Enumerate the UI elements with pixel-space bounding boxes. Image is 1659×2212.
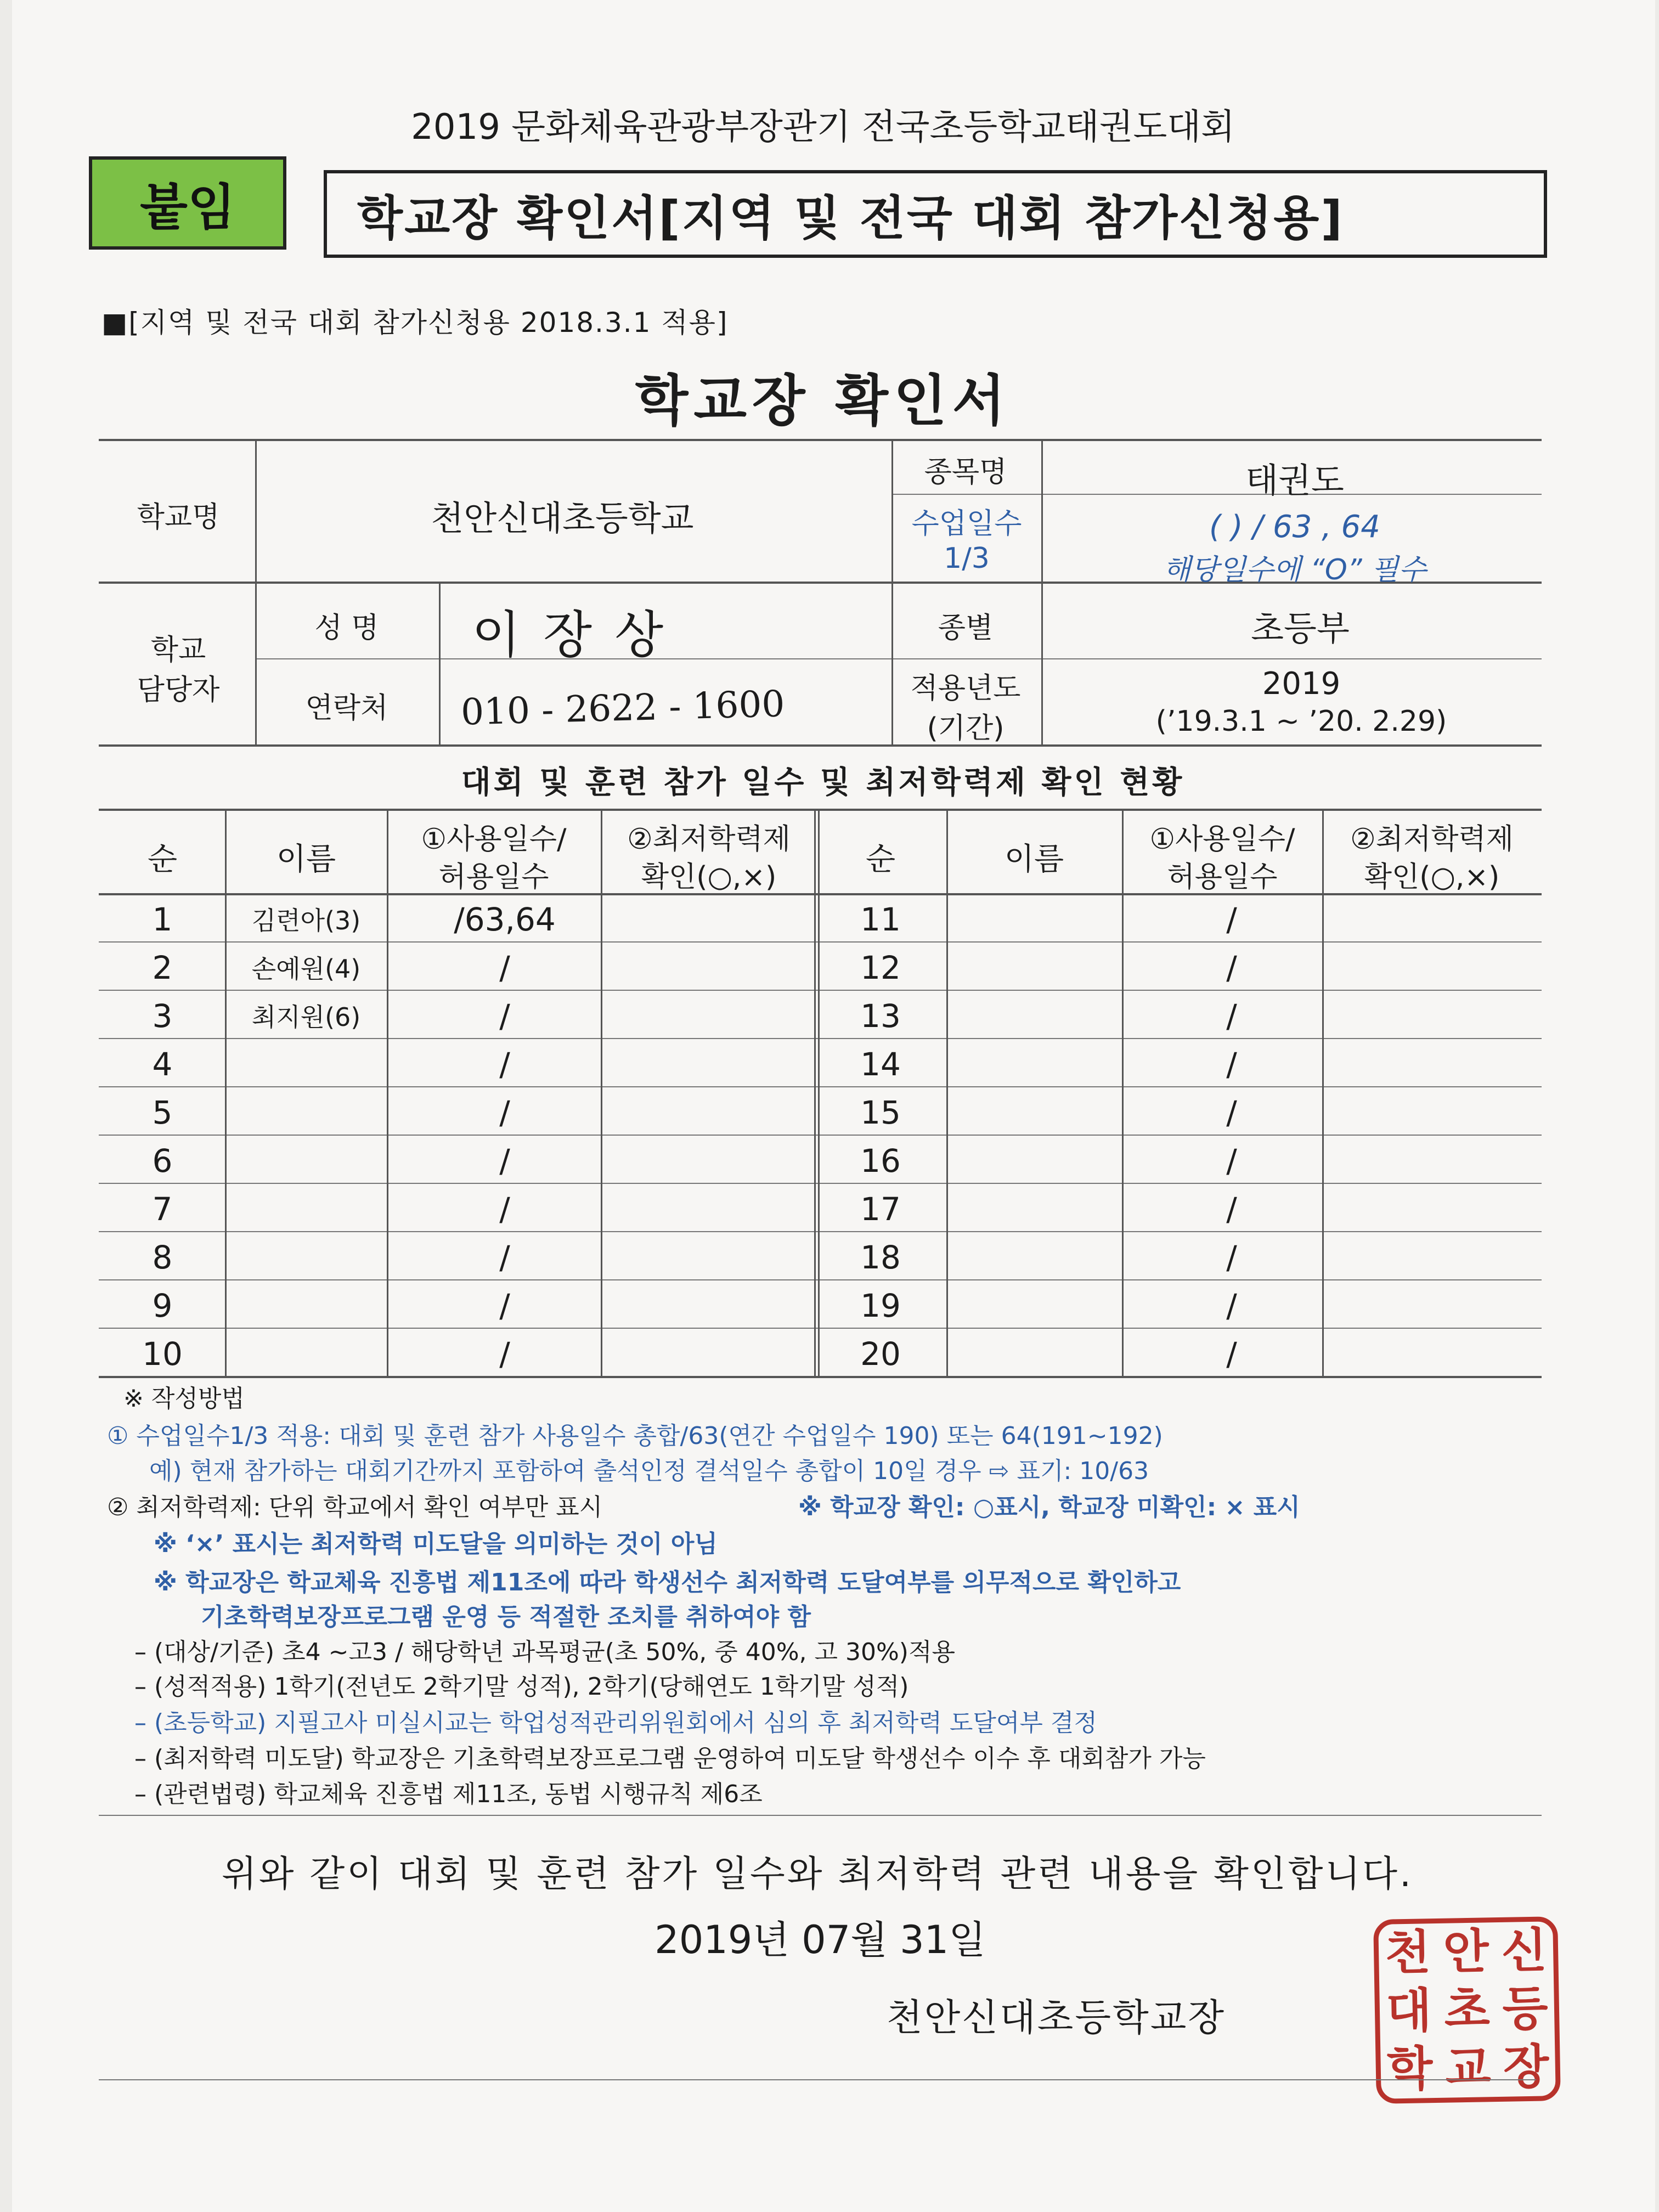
divider [891, 494, 1542, 495]
cell-no: 17 [860, 1190, 901, 1228]
cell-no: 8 [152, 1239, 173, 1276]
divider [439, 582, 441, 744]
divider [1122, 809, 1124, 1376]
row-divider [99, 1086, 1542, 1087]
seal-char: 대 [1385, 1983, 1432, 2039]
note-line: – (대상/기준) 초4 ~고3 / 해당학년 과목평균(초 50%, 중 40%, 고 30%)적용 [134, 1638, 955, 1666]
row-divider [99, 1183, 1542, 1184]
cell-no: 14 [860, 1046, 901, 1083]
header-check: 확인(○,×) [641, 861, 777, 894]
class-days-fraction: 1/3 [944, 542, 990, 575]
year-label: (기간) [927, 712, 1005, 745]
cell-name: 손예원(4) [251, 954, 361, 984]
seal-char: 초 [1443, 1982, 1491, 2038]
sport-label: 종목명 [924, 456, 1007, 489]
divider [99, 893, 1542, 895]
header-days: ①사용일수/ [421, 823, 567, 856]
divider [255, 439, 257, 744]
note-line: 예) 현재 참가하는 대회기간까지 포함하여 출석인정 결석일수 총합이 10일 경우 ⇨ 표기: 10/63 [149, 1457, 1149, 1485]
note-line: 기초학력보장프로그램 운영 등 적절한 조치를 취하여야 함 [201, 1603, 811, 1631]
cell-no: 4 [152, 1046, 173, 1083]
school-name: 천안신대초등학교 [431, 498, 694, 538]
row-divider [99, 1135, 1542, 1136]
row-divider [99, 941, 1542, 943]
seal-char: 장 [1503, 2039, 1550, 2095]
seal-char: 안 [1442, 1923, 1489, 1980]
row-divider [99, 990, 1542, 991]
row-divider [99, 1231, 1542, 1232]
header-days: 허용일수 [438, 861, 549, 894]
header-no: 순 [147, 842, 178, 877]
divider [225, 809, 227, 1376]
cell-days: / [499, 1046, 510, 1083]
school-name-label: 학교명 [137, 501, 220, 534]
cell-name: 최지원(6) [251, 1002, 361, 1032]
division-label: 종별 [938, 612, 994, 645]
note-line: – (성적적용) 1학기(전년도 2학기말 성적), 2학기(당해연도 1학기말 성적) [134, 1673, 909, 1701]
cell-no: 18 [860, 1239, 901, 1276]
cell-no: 11 [860, 901, 901, 938]
handwritten-name: 이 장 상 [472, 606, 667, 664]
cell-no: 9 [152, 1287, 173, 1324]
cell-days: / [499, 1142, 510, 1180]
cell-days: / [499, 949, 510, 986]
divider [99, 1376, 1542, 1378]
attachment-badge: 붙임 [89, 156, 286, 250]
contact-label: 연락처 [305, 692, 388, 725]
cell-days: /63,64 [454, 901, 556, 938]
header-days: ①사용일수/ [1149, 823, 1295, 856]
note-line: ※ 학교장 확인: ○표시, 학교장 미확인: × 표시 [798, 1493, 1300, 1521]
year: 2019 [1262, 666, 1341, 702]
cell-no: 20 [860, 1335, 901, 1373]
header-name: 이름 [276, 842, 336, 877]
cell-days: / [499, 1190, 510, 1228]
cell-days: / [499, 997, 510, 1035]
divider [946, 809, 948, 1376]
header-check: 확인(○,×) [1364, 861, 1500, 894]
note-line: ① 수업일수1/3 적용: 대회 및 훈련 참가 사용일수 총합/63(연간 수업일수 190) 또는 64(191~192) [107, 1422, 1163, 1450]
cell-no: 7 [152, 1190, 173, 1228]
note-line: ※ 학교장은 학교체육 진흥법 제11조에 따라 학생선수 최저학력 도달여부를 의무적으로 확인하고 [154, 1568, 1181, 1596]
cell-days: / [1226, 901, 1237, 938]
header-no: 순 [865, 842, 896, 877]
date: 2019년 07월 31일 [654, 1917, 986, 1962]
handwritten-contact: 010 - 2622 - 1600 [460, 682, 786, 733]
sport: 태권도 [1245, 460, 1344, 500]
official-seal [1373, 1916, 1561, 2104]
divider [1041, 439, 1043, 744]
note-line: ※ ‘×’ 표시는 최저학력 미도달을 의미하는 것이 아님 [154, 1530, 718, 1558]
cell-days: / [1226, 1335, 1237, 1373]
divider [99, 2079, 1536, 2080]
document-title: 학교장 확인서 [635, 369, 1011, 433]
class-days-note: 해당일수에 “O” 필수 [1163, 554, 1426, 586]
cell-no: 19 [860, 1287, 901, 1324]
cell-days: / [499, 1335, 510, 1373]
divider [601, 809, 602, 1376]
divider [814, 809, 820, 1376]
seal-char: 신 [1500, 1922, 1548, 1979]
cell-days: / [1226, 1142, 1237, 1180]
cell-days: / [499, 1287, 510, 1324]
manager-label: 담당자 [137, 674, 220, 707]
cell-days: / [1226, 1046, 1237, 1083]
divider [891, 658, 1542, 659]
row-divider [99, 1038, 1542, 1039]
name-label: 성 명 [314, 612, 379, 645]
header-name: 이름 [1004, 842, 1064, 877]
divider [891, 439, 893, 744]
divider [99, 1815, 1542, 1816]
header-check: ②최저학력제 [627, 823, 791, 856]
cell-days: / [1226, 1287, 1237, 1324]
divider [99, 744, 1542, 747]
cell-days: / [1226, 1239, 1237, 1276]
divider [99, 809, 1542, 811]
note-line: – (관련법령) 학교체육 진흥법 제11조, 동법 시행규칙 제6조 [134, 1780, 763, 1808]
confirmation-text: 위와 같이 대회 및 훈련 참가 일수와 최저학력 관련 내용을 확인합니다. [222, 1853, 1413, 1895]
header-days: 허용일수 [1167, 861, 1278, 894]
notes-heading: ※ 작성방법 [123, 1385, 245, 1413]
signer: 천안신대초등학교장 [886, 1996, 1226, 2040]
cell-no: 16 [860, 1142, 901, 1180]
event-title: 2019 문화체육관광부장관기 전국초등학교태권도대회 [411, 107, 1235, 148]
divider [387, 809, 388, 1376]
period: (’19.3.1 ~ ’20. 2.29) [1155, 705, 1447, 738]
division: 초등부 [1251, 608, 1350, 648]
cell-days: / [1226, 1094, 1237, 1131]
row-divider [99, 1279, 1542, 1280]
seal-char: 등 [1502, 1980, 1549, 2037]
manager-label: 학교 [150, 634, 206, 667]
seal-char: 학 [1386, 2041, 1434, 2097]
cell-no: 1 [152, 901, 173, 938]
cell-days: / [499, 1239, 510, 1276]
application-note: ■[지역 및 전국 대회 참가신청용 2018.3.1 적용] [101, 307, 729, 338]
cell-days: / [499, 1094, 510, 1131]
cell-days: / [1226, 949, 1237, 986]
divider [1322, 809, 1324, 1376]
cell-no: 10 [142, 1335, 183, 1373]
class-days-label: 수업일수 [911, 507, 1022, 540]
cell-no: 5 [152, 1094, 173, 1131]
note-line: – (초등학교) 지필고사 미실시교는 학업성적관리위원회에서 심의 후 최저학력 도달여부 결정 [134, 1709, 1097, 1737]
cell-no: 6 [152, 1142, 173, 1180]
note-line: – (최저학력 미도달) 학교장은 기초학력보장프로그램 운영하여 미도달 학생선수 이수 후 대회참가 가능 [134, 1745, 1206, 1773]
cell-no: 13 [860, 997, 901, 1035]
section-title: 대회 및 훈련 참가 일수 및 최저학력제 확인 현황 [461, 765, 1185, 800]
note-line: ② 최저학력제: 단위 학교에서 확인 여부만 표시 [107, 1493, 603, 1521]
cell-no: 15 [860, 1094, 901, 1131]
cell-no: 2 [152, 949, 173, 986]
class-days-value: ( ) / 63 , 64 [1209, 509, 1380, 545]
year-label: 적용년도 [910, 672, 1021, 705]
cell-no: 12 [860, 949, 901, 986]
seal-char: 교 [1444, 2040, 1492, 2096]
row-divider [99, 1328, 1542, 1329]
header-check: ②최저학력제 [1350, 823, 1514, 856]
cell-days: / [1226, 1190, 1237, 1228]
seal-char: 천 [1384, 1925, 1431, 1981]
cell-name: 김련아(3) [251, 906, 361, 935]
cell-no: 3 [152, 997, 173, 1035]
form-title: 학교장 확인서[지역 및 전국 대회 참가신청용] [324, 170, 1547, 258]
cell-days: / [1226, 997, 1237, 1035]
divider [99, 439, 1542, 441]
